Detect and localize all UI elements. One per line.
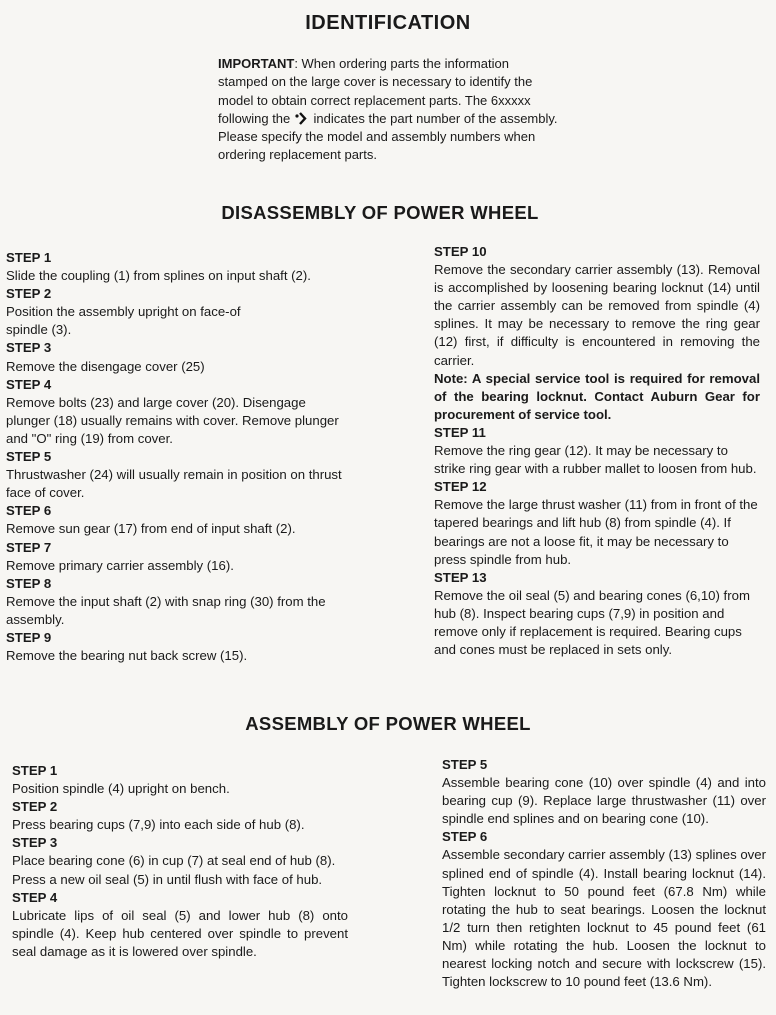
step-block [434, 243, 760, 424]
disassembly-title: DISASSEMBLY OF POWER WHEEL [221, 202, 539, 223]
step-heading: STEP 12 [434, 479, 487, 495]
important-text-1: : When ordering parts the information stamped on the large cover is necessary to identify the model to obtain correct replacement parts. The 6xxxxx following the [218, 56, 533, 126]
step-block [6, 575, 346, 629]
step-block [6, 502, 346, 538]
step-heading: STEP 1 [12, 763, 58, 778]
disassembly-left-column [6, 249, 346, 665]
step-block [442, 828, 766, 991]
step-block [6, 448, 346, 502]
step-text: Position spindle (4) upright on bench. [12, 781, 230, 797]
step-heading: STEP 5 [442, 757, 488, 772]
step-block [6, 339, 346, 375]
disassembly-right-column [434, 243, 760, 659]
important-label: IMPORTANT [218, 56, 295, 71]
step-text: Assemble bearing cone (10) over spindle (4) and into bearing cup (9). Replace large thrustwasher (11) over spindle end splines and on bearing cone (10). [442, 775, 766, 827]
step-text: Assemble secondary carrier assembly (13) splines over splined end of spindle (4). Install bearing locknut (14). Tighten locknut to 50 pound feet (67.8 Nm) while rotating the hub to seat bearings. Loosen the locknut 1/2 turn then retighten locknut to 45 pound feet (61 Nm) while rotating the hub. Loosen the locknut to nearest locking notch and secure with lockscrew (15). Tighten lockscrew to 10 pound feet (13.6 Nm). [442, 847, 766, 990]
step-text: Lubricate lips of oil seal (5) and lower hub (8) onto spindle (4). Keep hub centered over spindle to prevent seal damage as it is lowered over spindle. [12, 907, 348, 959]
important-notice [218, 55, 558, 165]
assembly-right-column [442, 756, 766, 991]
step-heading: STEP 4 [12, 889, 58, 905]
important-text-2: indicates the part number of the assembly. Please specify the model and assembly numbers when ordering replacement parts. [218, 110, 558, 163]
step-block [6, 249, 346, 285]
step-text: Slide the coupling (1) from splines on input shaft (2). [6, 268, 311, 284]
step-heading: STEP 3 [12, 835, 58, 851]
step-text: Remove the bearing nut back screw (15). [6, 648, 248, 664]
step-block [6, 285, 346, 339]
step-heading: STEP 8 [6, 575, 52, 591]
step-block [442, 756, 766, 828]
step-text: Place bearing cone (6) in cup (7) at seal end of hub (8). Press a new oil seal (5) in until flush with face of hub. [12, 853, 336, 887]
step-block [6, 539, 346, 575]
step-block [6, 629, 346, 665]
step-heading: STEP 6 [6, 503, 52, 519]
step-text: Thrustwasher (24) will usually remain in position on thrust face of cover. [6, 467, 342, 501]
service-tool-note: Note: A special service tool is required for removal of the bearing locknut. Contact Auburn Gear for procurement of service tool. [434, 370, 760, 422]
step-heading: STEP 10 [434, 244, 487, 259]
step-block [12, 889, 348, 961]
step-text: Remove the oil seal (5) and bearing cones (6,10) from hub (8). Inspect bearing cups (7,9) in position and remove only if replacement is required. Bearing cups and cones must be replaced in sets only. [434, 587, 750, 658]
step-heading: STEP 11 [434, 424, 486, 440]
assembly-title: ASSEMBLY OF POWER WHEEL [245, 713, 531, 734]
step-text: Remove the input shaft (2) with snap ring (30) from the assembly. [6, 593, 326, 627]
step-block [434, 424, 760, 478]
step-block [12, 762, 348, 798]
step-heading: STEP 6 [442, 829, 488, 845]
step-text: Remove bolts (23) and large cover (20). Disengage plunger (18) usually remains with cover. Remove plunger and "O" ring (19) from cover. [6, 394, 339, 446]
step-block [12, 798, 348, 834]
step-block [434, 478, 760, 568]
assembly-left-column [12, 762, 348, 961]
step-block [6, 376, 346, 448]
step-text: Position the assembly upright on face-of spindle (3). [6, 304, 241, 338]
step-heading: STEP 3 [6, 340, 52, 356]
step-heading: STEP 7 [6, 539, 52, 555]
step-block [434, 569, 760, 659]
step-text: Remove the ring gear (12). It may be necessary to strike ring gear with a rubber mallet to loosen from hub. [434, 443, 757, 477]
step-heading: STEP 4 [6, 376, 52, 392]
identification-title: IDENTIFICATION [305, 12, 471, 34]
step-heading: STEP 13 [434, 569, 487, 585]
step-block [12, 834, 348, 888]
step-text: Remove the large thrust washer (11) from in front of the tapered bearings and lift hub (8) from spindle (4). If bearings are not a loose fit, it may be necessary to press spindle from hub. [434, 497, 758, 567]
step-text: Remove sun gear (17) from end of input shaft (2). [6, 521, 296, 537]
step-text: Remove primary carrier assembly (16). [6, 557, 234, 573]
step-heading: STEP 1 [6, 250, 52, 265]
step-heading: STEP 2 [6, 286, 52, 302]
step-text: Press bearing cups (7,9) into each side of hub (8). [12, 817, 305, 833]
part-number-mark-icon [294, 112, 310, 125]
step-text: Remove the secondary carrier assembly (13). Removal is accomplished by loosening bearing locknut (14) until the carrier assembly can be removed from spindle (4) splines. It may be necessary to remove the ring gear (12) first, if difficulty is encountered in removing the carrier. [434, 262, 760, 368]
step-heading: STEP 9 [6, 629, 52, 645]
step-heading: STEP 2 [12, 799, 58, 815]
step-text: Remove the disengage cover (25) [6, 358, 205, 374]
step-heading: STEP 5 [6, 449, 52, 465]
